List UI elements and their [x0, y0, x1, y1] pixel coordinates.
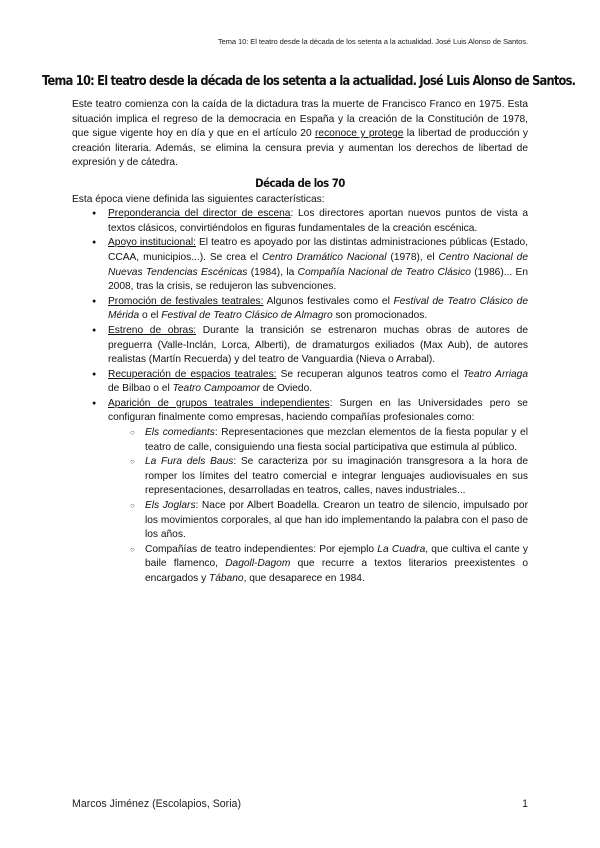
list-item	[108, 324, 528, 368]
item-italic: Compañía Nacional de Teatro Clásico	[297, 266, 471, 278]
company-name: Els Joglars	[145, 500, 196, 512]
item-text: Durante la transición se estrenaron muchas obras de autores de preguerra (Valle-Inclán, Lorca, Alberti), de dramaturgos exiliados (Max Aub), de autores realistas (Martín Recuerda) y del teatro de Vanguardia (Nieva o Arrabal).	[108, 324, 528, 366]
item-text: : Los directores aportan nuevos puntos de vista a textos clásicos, convirtiéndolos en figuras fundamentales de la creación escénica.	[108, 208, 528, 234]
sub-item-text: : Nace por Albert Boadella. Crearon un teatro de silencio, impulsado por los movimientos corporales, al que han ido implementando la palabra con el paso de los años.	[145, 500, 528, 541]
footer-author: Marcos Jiménez (Escolapios, Soria)	[72, 798, 241, 810]
item-heading: Apoyo institucional:	[108, 237, 196, 249]
item-text: (1984), la	[247, 266, 298, 278]
list-item	[108, 397, 528, 587]
item-text: (1978), el	[386, 251, 439, 263]
item-italic: Centro Nacional de Nuevas Tendencias Escénicas	[108, 251, 528, 278]
company-name: La Cuadra	[377, 543, 426, 555]
item-text: son promocionados.	[332, 310, 428, 322]
intro-text: Este teatro comienza con la caída de la dictadura tras la muerte de Francisco Franco en 1975. Esta situación implica el regreso de la democracia en España y la creación de la Constitución de 1978, que sigue vigente hoy en día y que en el artículo 20	[72, 99, 528, 140]
document-body	[72, 98, 528, 587]
characteristics-list	[72, 207, 528, 586]
list-item	[108, 368, 528, 397]
item-text: Se recuperan algunos teatros como el	[276, 368, 463, 380]
item-text: de Oviedo.	[259, 383, 313, 395]
item-text: de Bilbao o el	[108, 383, 173, 395]
item-italic: Teatro Campoamor	[172, 383, 260, 395]
item-italic: Festival de Teatro Clásico de Almagro	[161, 310, 333, 322]
item-text: Algunos festivales como el	[263, 295, 394, 307]
item-heading: Promoción de festivales teatrales:	[108, 295, 264, 307]
sub-item-text: , que desaparece en 1984.	[243, 573, 365, 584]
list-item	[108, 207, 528, 236]
list-item	[108, 236, 528, 294]
sub-item-text: que recurre a textos literarios preexistentes o encargados y	[145, 558, 528, 584]
item-heading: Preponderancia del director de escena	[108, 208, 291, 220]
sub-list-item	[145, 426, 528, 455]
item-text: : Surgen en las Universidades pero se configuran finalmente como empresas, haciendo compañías profesionales como:	[108, 397, 528, 424]
section-title: Década de los 70	[255, 175, 345, 190]
company-name: Dagoll-Dagom	[225, 558, 291, 570]
list-item	[108, 295, 528, 324]
item-heading: Aparición de grupos teatrales independientes	[108, 397, 330, 409]
sub-item-text: Compañías de teatro independientes: Por ejemplo	[145, 543, 378, 555]
item-heading: Estreno de obras:	[108, 324, 197, 336]
item-text: (1986)... En 2008, tras la crisis, se redujeron las subvenciones.	[108, 266, 529, 293]
item-text: El teatro es apoyado por las distintas administraciones públicas (Estado, CCAA, municipios...). Se crea el	[108, 237, 528, 263]
sub-list-item	[145, 455, 528, 499]
intro-underlined: reconoce y protege	[315, 128, 404, 140]
sub-list-item	[145, 543, 528, 587]
intro-text: la libertad de producción y creación literaria. Además, se elimina la censura previa y aumentan los derechos de libertad de expresión y de cátedra.	[72, 128, 528, 169]
item-italic: Centro Dramático Nacional	[261, 251, 387, 263]
company-name: Tábano	[209, 573, 244, 584]
sub-item-text: , que cultiva el cante y baile flamenco,	[145, 543, 528, 570]
item-italic: Teatro Arriaga	[462, 368, 528, 380]
document-title: Tema 10: El teatro desde la década de los setenta a la actualidad. José Luis Alonso de Santos.	[42, 74, 576, 89]
item-text: o el	[139, 310, 162, 322]
item-italic: Festival de Teatro Clásico de Mérida	[108, 295, 529, 322]
running-header: Tema 10: El teatro desde la década de los setenta a la actualidad. José Luis Alonso de Santos.	[217, 37, 528, 46]
companies-list	[108, 426, 528, 587]
section-intro: Esta época viene definida las siguientes características:	[72, 193, 325, 205]
intro-paragraph	[72, 98, 528, 171]
page-number: 1	[522, 798, 528, 810]
sub-item-text: : Se caracteriza por su imaginación transgresora a la hora de romper los límites del teatro comercial e integrar lenguajes audiovisuales en sus representaciones, desarrolladas en teatros, calles, naves industriales...	[145, 456, 528, 497]
company-name: La Fura dels Baus	[145, 456, 234, 468]
sub-list-item	[145, 499, 528, 543]
company-name: Els comediants	[145, 427, 215, 439]
sub-item-text: : Representaciones que mezclan elementos de la fiesta popular y el teatro de calle, consiguiendo una fiesta social participativa que estimula al público.	[145, 427, 528, 453]
item-heading: Recuperación de espacios teatrales:	[108, 368, 277, 380]
